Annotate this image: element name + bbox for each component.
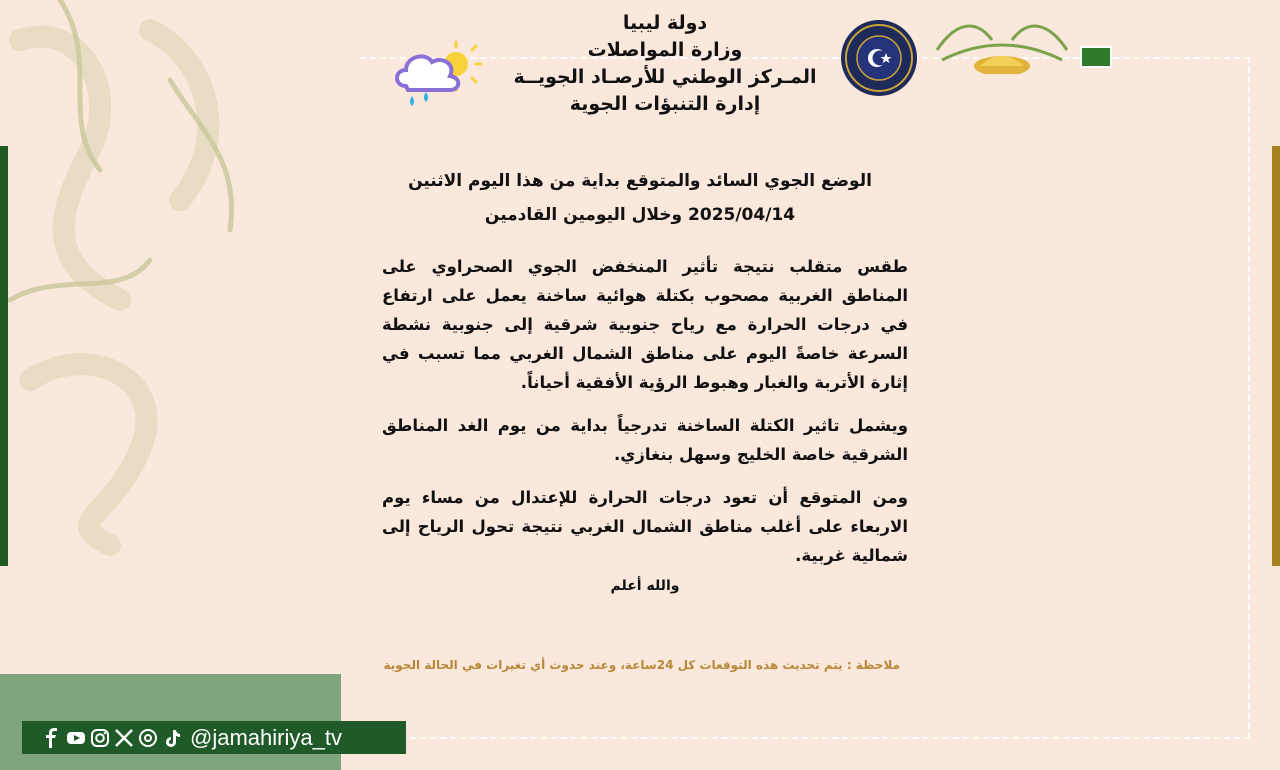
issuer-header [500, 10, 830, 118]
social-bar [22, 721, 406, 754]
header-center: المـركز الوطني للأرصـاد الجويــة [513, 66, 817, 88]
header-country: دولة ليبيا [622, 12, 708, 34]
title-line-2: 2025/04/14 وخلال اليومين القادمين [484, 205, 796, 225]
tiktok-icon[interactable] [162, 728, 182, 748]
weather-cloud-rain-icon [392, 38, 488, 108]
facebook-icon[interactable] [42, 728, 62, 748]
social-handle[interactable]: @jamahiriya_tv [190, 724, 342, 750]
bulletin-title [380, 164, 900, 232]
forecast-paragraph-2: ويشمل تاثير الكتلة الساخنة تدرجياً بداية من يوم الغد المناطق الشرقية خاصة الخليج وسهل بنغازي. [382, 416, 908, 464]
flag-icon [1080, 46, 1112, 68]
update-note: ملاحظة : يتم تحديث هذه التوقعات كل 24ساعة، وعند حدوث أي تغيرات في الحالة الجوية [383, 658, 900, 672]
channel-logo [932, 10, 1072, 74]
header-ministry: وزارة المواصلات [587, 39, 743, 61]
instagram-icon[interactable] [90, 728, 110, 748]
ministry-seal-icon [840, 19, 918, 97]
header-department: إدارة التنبؤات الجوية [569, 93, 761, 115]
forecast-body [382, 252, 908, 584]
forecast-paragraph-1: طقس متقلب نتيجة تأثير المنخفض الجوي الصحراوي على المناطق الغربية مصحوب بكتلة هوائية ساخنة يعمل على ارتفاع في درجات الحرارة مع رياح جنوبية شرقية إلى جنوبية نشطة السرعة خاصةً اليوم على مناطق الشمال الغربي مما تسبب في إثارة الأتربة والغبار وهبوط الرؤية الأفقية أحياناً. [382, 257, 908, 392]
right-accent-bar [1272, 146, 1280, 566]
youtube-icon[interactable] [66, 728, 86, 748]
forecast-paragraph-3: ومن المتوقع أن تعود درجات الحرارة للإعتدال من مساء يوم الاربعاء على أغلب مناطق الشمال الغربي نتيجة تحول الرياح إلى شمالية غربية. [382, 488, 908, 565]
threads-icon[interactable] [138, 728, 158, 748]
x-icon[interactable] [114, 728, 134, 748]
signoff: والله أعلم [610, 578, 680, 594]
calligraphy-decoration [0, 0, 260, 560]
left-accent-bar [0, 146, 8, 566]
title-line-1: الوضع الجوي السائد والمتوقع بداية من هذا اليوم الاثنين [408, 171, 872, 191]
